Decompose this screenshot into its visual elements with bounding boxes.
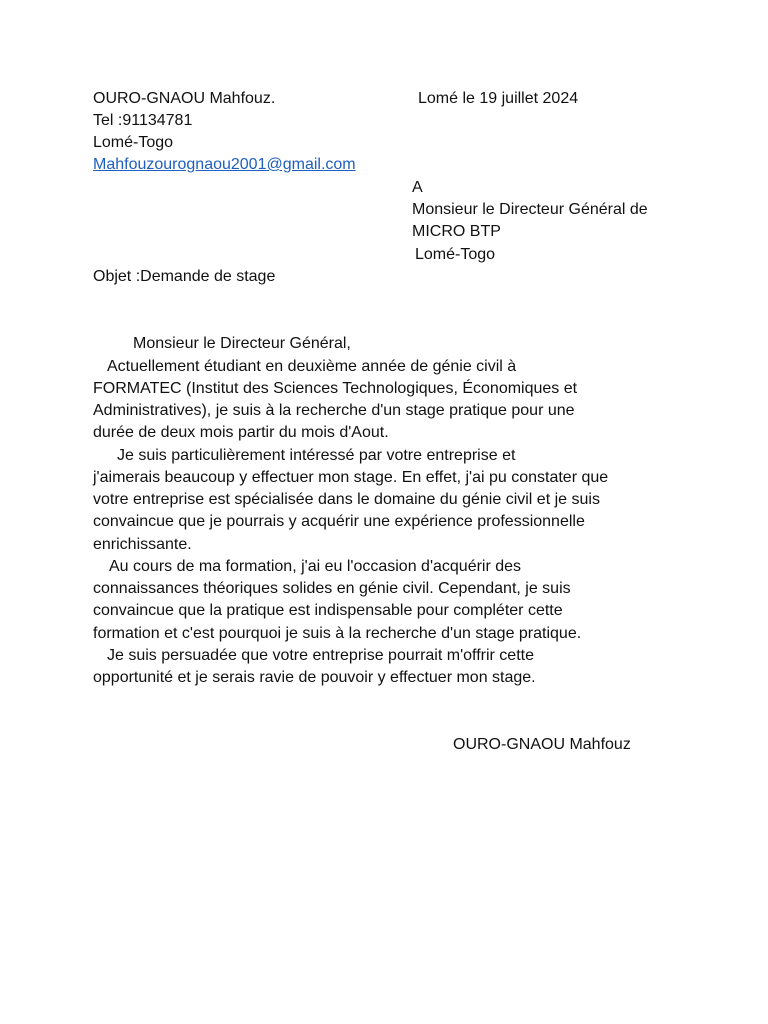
recipient-line1: Monsieur le Directeur Général de <box>412 201 648 218</box>
body-line: convaincue que je pourrais y acquérir une expérience professionnelle <box>93 513 585 530</box>
sender-tel: Tel :91134781 <box>93 112 193 129</box>
sender-name: OURO-GNAOU Mahfouz. <box>93 90 276 107</box>
body-line: convaincue que la pratique est indispensable pour compléter cette <box>93 602 563 619</box>
sender-city: Lomé-Togo <box>93 134 174 151</box>
body-line: j'aimerais beaucoup y effectuer mon stage. En effet, j'ai pu constater que <box>93 469 609 486</box>
recipient-line2: MICRO BTP <box>412 223 501 240</box>
body-line: Au cours de ma formation, j'ai eu l'occasion d'acquérir des <box>109 558 522 575</box>
body-line: Administratives), je suis à la recherche d'un stage pratique pour une <box>93 402 575 419</box>
body-line: FORMATEC (Institut des Sciences Technologiques, Économiques et <box>93 380 578 397</box>
recipient-city: Lomé-Togo <box>415 246 496 263</box>
date-line: Lomé le 19 juillet 2024 <box>418 90 579 107</box>
sender-email-link[interactable]: Mahfouzourognaou2001@gmail.com <box>93 156 356 173</box>
body-line: Actuellement étudiant en deuxième année de génie civil à <box>107 358 517 375</box>
body-line: formation et c'est pourquoi je suis à la recherche d'un stage pratique. <box>93 625 582 642</box>
signature: OURO-GNAOU Mahfouz <box>453 736 631 753</box>
body-line: Je suis persuadée que votre entreprise pourrait m'offrir cette <box>107 647 534 664</box>
body-line: opportunité et je serais ravie de pouvoir y effectuer mon stage. <box>93 669 536 686</box>
salutation: Monsieur le Directeur Général, <box>133 335 351 352</box>
body-line: votre entreprise est spécialisée dans le domaine du génie civil et je suis <box>93 491 600 508</box>
body-line: connaissances théoriques solides en génie civil. Cependant, je suis <box>93 580 571 597</box>
body-line: Je suis particulièrement intéressé par votre entreprise et <box>117 447 516 464</box>
recipient-prefix: A <box>412 179 423 196</box>
body-line: durée de deux mois partir du mois d'Aout. <box>93 424 389 441</box>
body-line: enrichissante. <box>93 536 192 553</box>
subject-line: Objet :Demande de stage <box>93 268 276 285</box>
